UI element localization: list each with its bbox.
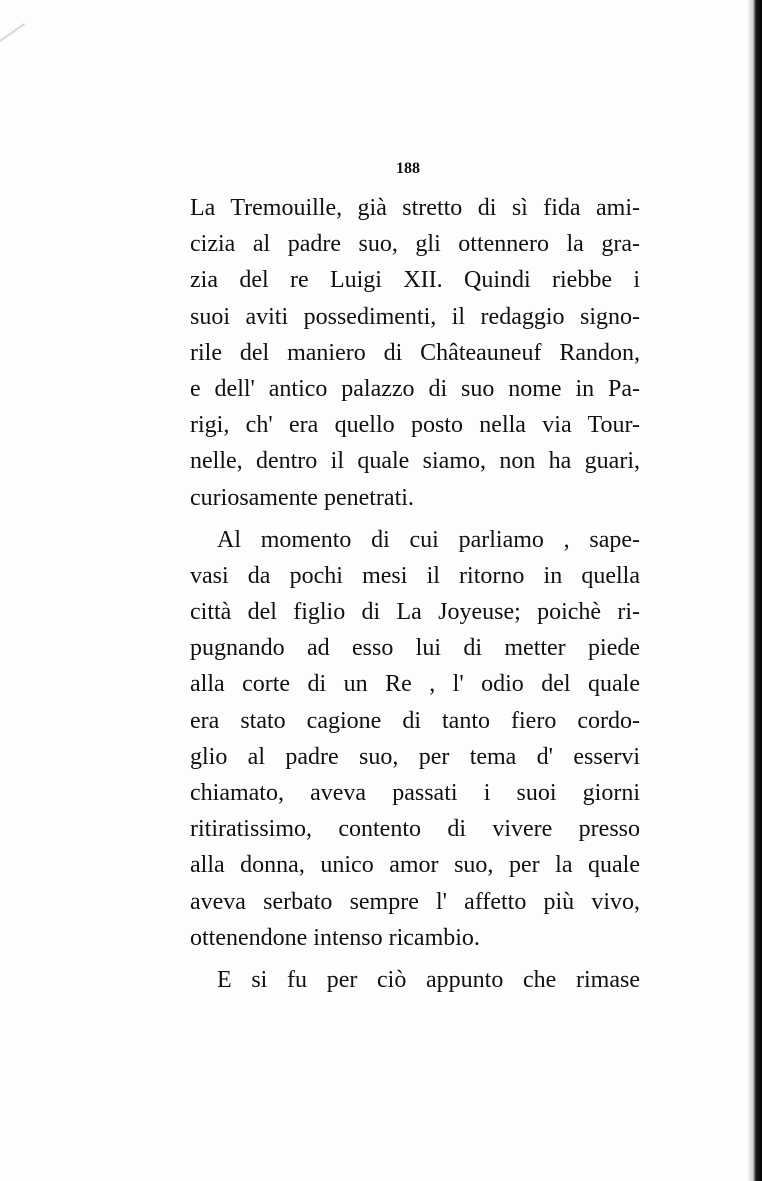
- page-edge-shadow: [748, 0, 762, 1181]
- body-text: [190, 190, 640, 998]
- text-line: vasi da pochi mesi il ritorno in quella: [190, 562, 640, 589]
- text-line: La Tremouille, già stretto di sì fida ami-: [190, 195, 640, 221]
- text-line: nelle, dentro il quale siamo, non ha guari,: [190, 448, 640, 475]
- text-line: ottenendone intenso ricambio.: [190, 924, 480, 951]
- text-line: pugnando ad esso lui di metter piede: [190, 635, 640, 662]
- text-line: alla corte di un Re , l' odio del quale: [190, 671, 640, 698]
- text-line: ritiratissimo, contento di vivere presso: [190, 816, 640, 843]
- text-line: curiosamente penetrati.: [190, 484, 414, 511]
- text-line: glio al padre suo, per tema d' esservi: [190, 743, 640, 770]
- text-line: alla donna, unico amor suo, per la quale: [190, 852, 640, 879]
- text-line: Al momento di cui parliamo , sape-: [217, 526, 640, 553]
- text-line: rigi, ch' era quello posto nella via Tour-: [190, 412, 640, 439]
- text-line: cizia al padre suo, gli ottennero la gra-: [190, 231, 640, 258]
- text-line: era stato cagione di tanto fiero cordo-: [190, 707, 640, 734]
- text-line: E si fu per ciò appunto che rimase: [217, 966, 640, 993]
- text-line: aveva serbato sempre l' affetto più vivo,: [190, 888, 640, 915]
- text-line: zia del re Luigi XII. Quindi riebbe i: [190, 267, 640, 294]
- text-line: suoi aviti possedimenti, il redaggio signo-: [190, 303, 640, 330]
- text-line: e dell' antico palazzo di suo nome in Pa-: [190, 375, 640, 402]
- text-line: chiamato, aveva passati i suoi giorni: [190, 780, 640, 806]
- page-number: 188: [396, 160, 420, 177]
- text-line: rile del maniero di Châteauneuf Randon,: [190, 339, 640, 366]
- paper-crease-mark: [0, 23, 25, 42]
- text-line: città del figlio di La Joyeuse; poichè ri-: [190, 599, 640, 626]
